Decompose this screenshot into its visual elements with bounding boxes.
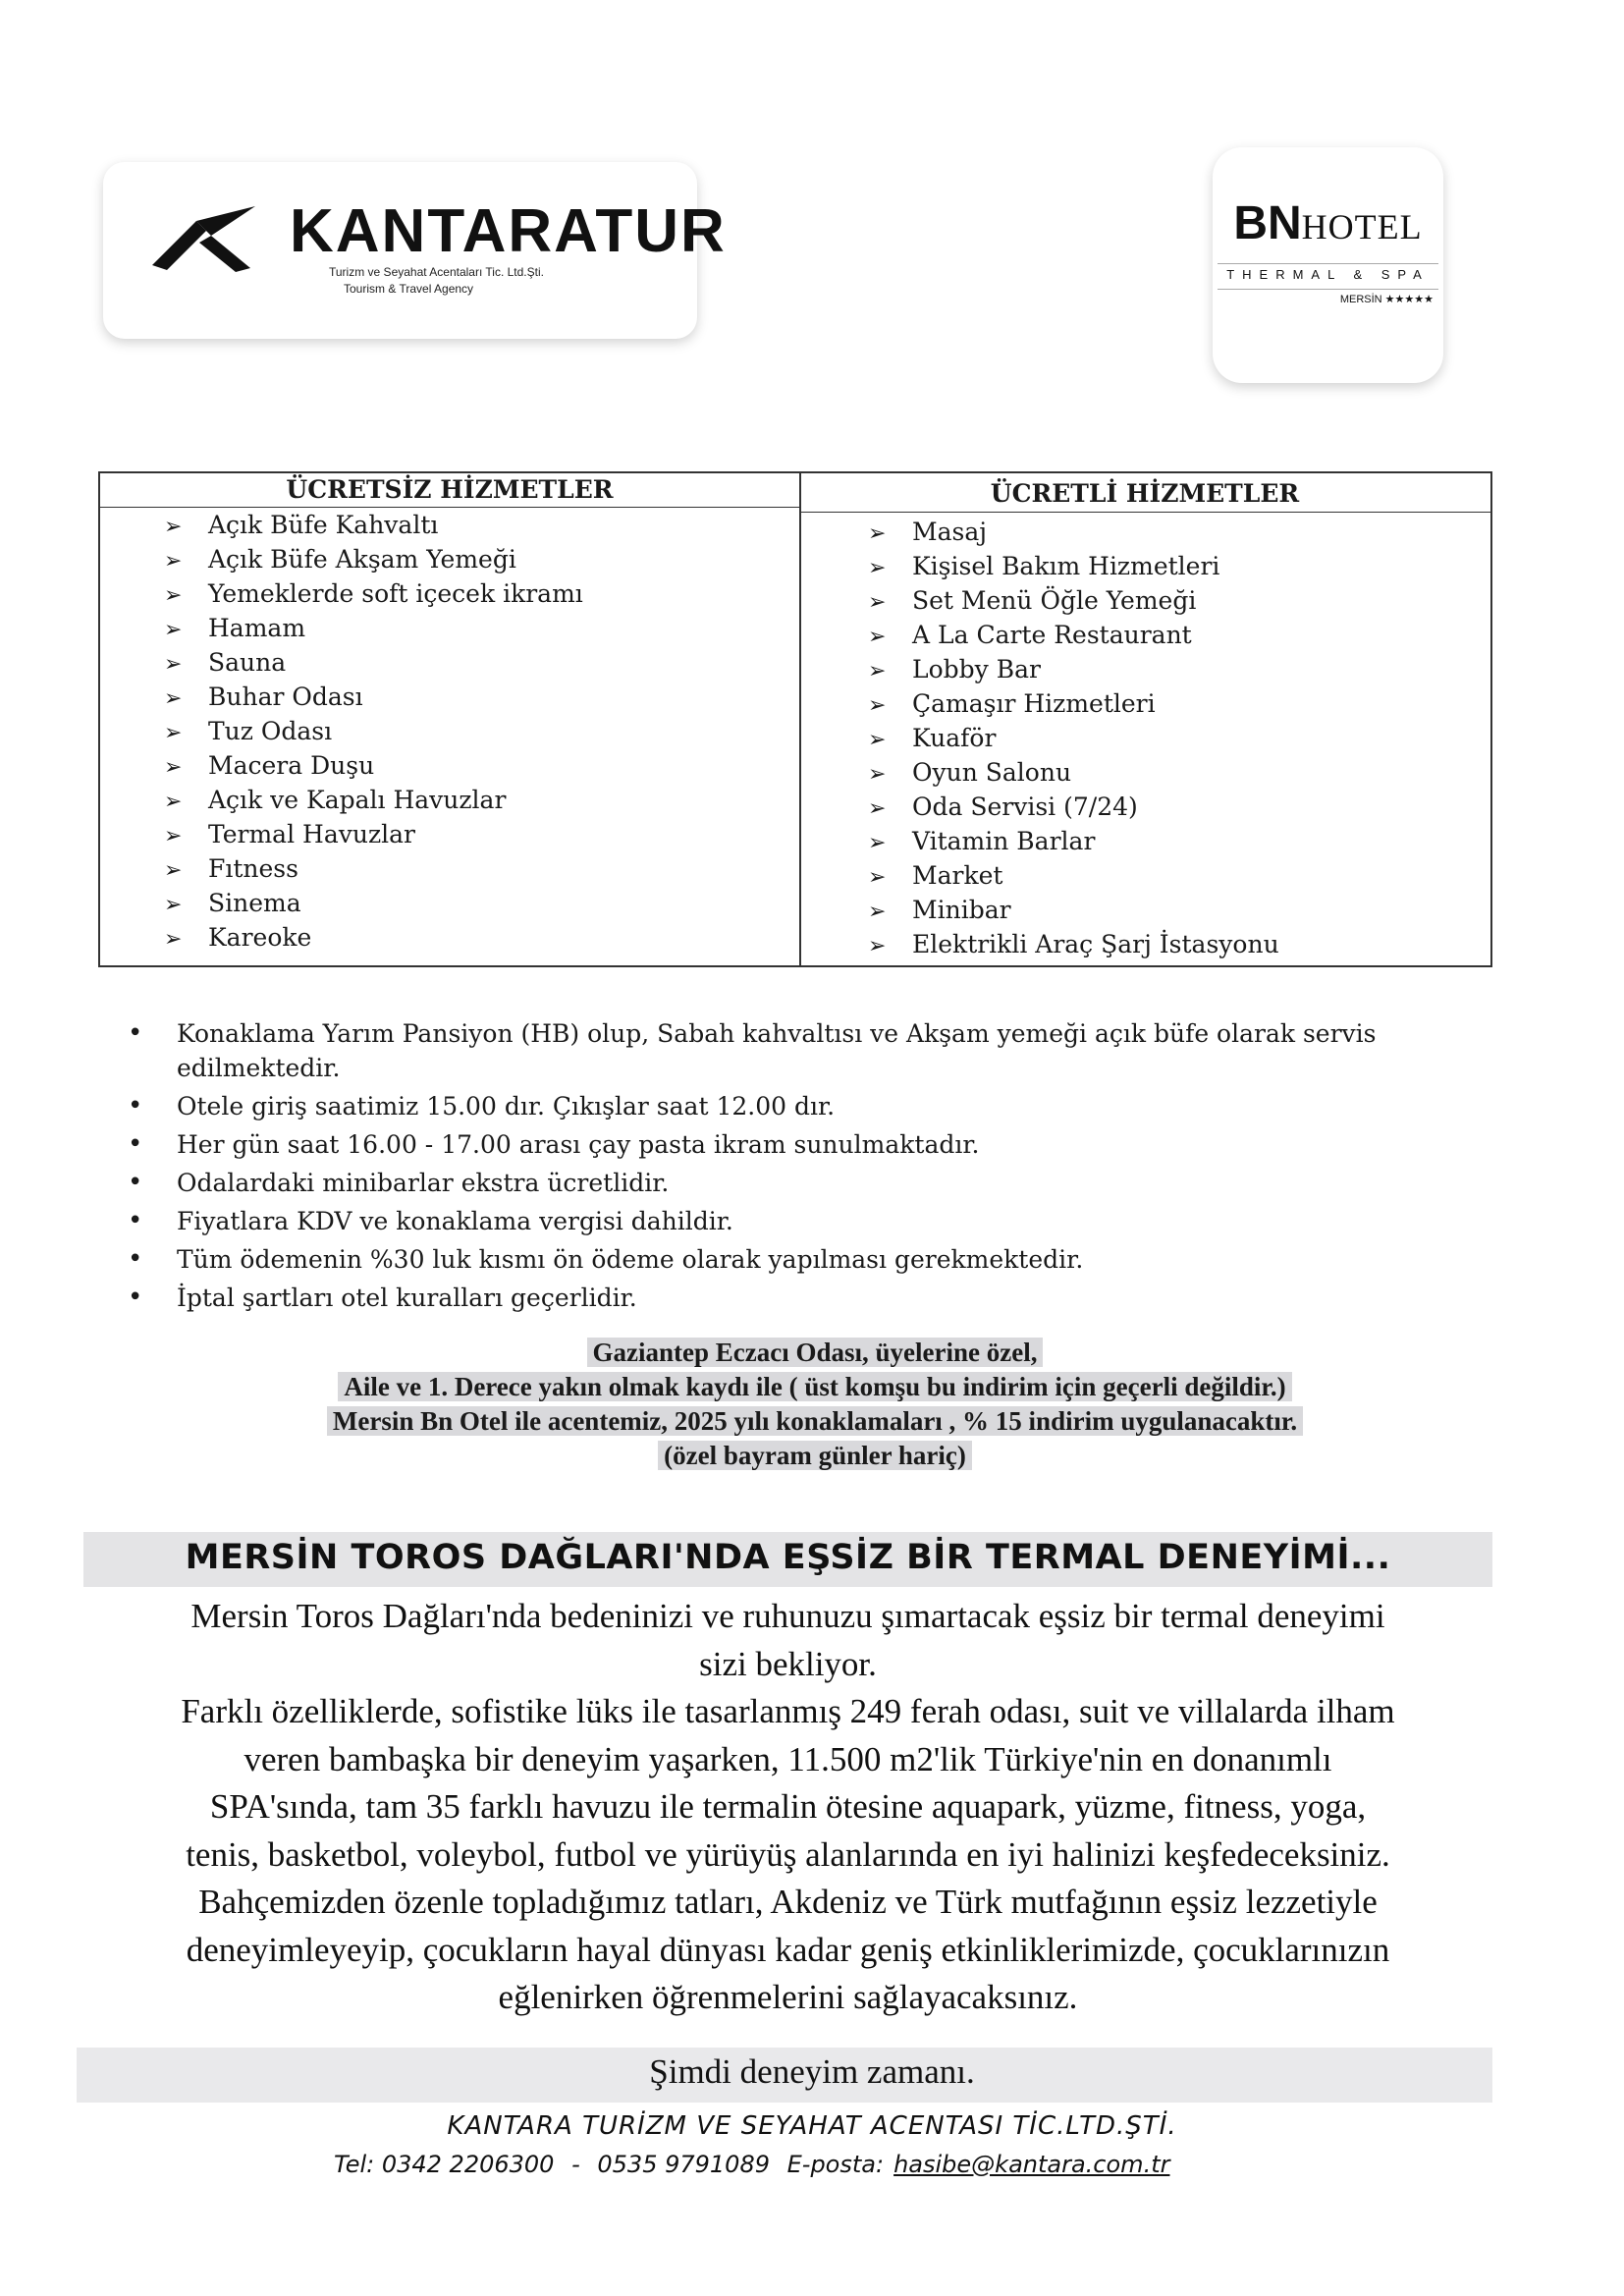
list-item [868, 927, 1279, 961]
description-line: Farklı özelliklerde, sofistike lüks ile tasarlanmış 249 ferah odası, suit ve villalarda ilham [181, 1692, 1395, 1730]
kantaratur-subtitle-en: Tourism & Travel Agency [344, 282, 474, 296]
notes-list [128, 1016, 1434, 1319]
list-item [868, 686, 1279, 721]
arrow-bullet-icon: ➢ [868, 934, 887, 958]
list-item-label: Macera Duşu [208, 751, 375, 780]
note-item: • Odalardaki minibarlar ekstra ücretlidir. [128, 1166, 1434, 1200]
description-line: eğlenirken öğrenmelerini sağlayacaksınız. [498, 1978, 1078, 2016]
arrow-bullet-icon: ➢ [164, 721, 183, 745]
kantaratur-name: KANTARATUR [290, 197, 727, 265]
arrow-bullet-icon: ➢ [164, 618, 183, 642]
divider [1218, 263, 1438, 264]
list-item-label: Açık ve Kapalı Havuzlar [208, 786, 507, 814]
list-item [164, 920, 583, 955]
note-item: • İptal şartları otel kuralları geçerlidir. [128, 1281, 1434, 1315]
arrow-bullet-icon: ➢ [868, 693, 887, 718]
services-table [98, 471, 1492, 967]
list-item [164, 611, 583, 645]
description-line: sizi bekliyor. [699, 1644, 877, 1683]
list-item-label: Masaj [912, 518, 987, 546]
list-item-label: Kareoke [208, 923, 312, 952]
arrow-bullet-icon: ➢ [164, 515, 183, 539]
arrow-bullet-icon: ➢ [868, 659, 887, 683]
arrow-bullet-icon: ➢ [164, 549, 183, 574]
list-item [164, 783, 583, 817]
list-item-label: Oda Servisi (7/24) [912, 793, 1138, 821]
list-item-label: Market [912, 861, 1003, 890]
discount-notice [226, 1336, 1404, 1473]
footer-company: KANTARA TURİZM VE SEYAHAT ACENTASI TİC.LTD.ŞTİ. [447, 2111, 1177, 2141]
list-item [164, 542, 583, 576]
section-heading [83, 1532, 1492, 1587]
footer-phone: Tel: 0342 2206300 [334, 2151, 555, 2178]
paid-services-title: ÜCRETLİ HİZMETLER [799, 479, 1490, 513]
arrow-bullet-icon: ➢ [164, 858, 183, 883]
closing-line: Şimdi deneyim zamanı. [649, 2052, 975, 2091]
list-item-label: Termal Havuzlar [208, 820, 415, 848]
arrow-bullet-icon: ➢ [868, 796, 887, 821]
description-paragraph [83, 1593, 1492, 2022]
list-item-label: Vitamin Barlar [912, 827, 1096, 855]
note-item: • Fiyatlara KDV ve konaklama vergisi dahildir. [128, 1204, 1434, 1238]
footer-email-label: E-posta: [786, 2151, 885, 2178]
list-item [868, 618, 1279, 652]
description-line: SPA'sında, tam 35 farklı havuzu ile termalin ötesine aquapark, yüzme, fitness, yoga, [209, 1787, 1367, 1826]
paid-services-list [868, 515, 1279, 961]
footer-email-link[interactable]: hasibe@kantara.com.tr [893, 2151, 1170, 2178]
arrow-bullet-icon: ➢ [868, 728, 887, 752]
arrow-bullet-icon: ➢ [164, 686, 183, 711]
footer-separator: - [571, 2151, 580, 2178]
bnhotel-logo [1213, 147, 1443, 383]
list-item [164, 886, 583, 920]
list-item-label: Set Menü Öğle Yemeği [912, 586, 1197, 615]
promo-line: Mersin Bn Otel ile acentemiz, 2025 yılı konaklamaları , % 15 indirim uygulanacaktır. [327, 1406, 1303, 1436]
free-services-column [100, 473, 801, 965]
promo-line: Gaziantep Eczacı Odası, üyelerine özel, [587, 1338, 1044, 1367]
list-item [164, 645, 583, 680]
list-item [868, 515, 1279, 549]
list-item-label: Yemeklerde soft içecek ikramı [208, 579, 583, 608]
description-line: veren bambaşka bir deneyim yaşarken, 11.500 m2'lik Türkiye'nin en donanımlı [244, 1739, 1332, 1778]
promo-line: (özel bayram günler hariç) [658, 1441, 972, 1470]
arrow-bullet-icon: ➢ [868, 521, 887, 546]
list-item-label: Kişisel Bakım Hizmetleri [912, 552, 1220, 580]
arrow-bullet-icon: ➢ [868, 900, 887, 924]
arrow-bullet-icon: ➢ [868, 762, 887, 787]
kantaratur-subtitle-tr: Turizm ve Seyahat Acentaları Tic. Ltd.Şti. [329, 265, 544, 279]
note-item: • Tüm ödemenin %30 luk kısmı ön ödeme olarak yapılması gerekmektedir. [128, 1242, 1434, 1277]
description-line: tenis, basketbol, voleybol, futbol ve yürüyüş alanlarında en iyi halinizi keşfedeceksiniz. [186, 1834, 1390, 1874]
kantaratur-logo [103, 162, 727, 339]
list-item [164, 508, 583, 542]
list-item [868, 652, 1279, 686]
list-item-label: Açık Büfe Akşam Yemeği [208, 545, 516, 574]
promo-line: Aile ve 1. Derece yakın olmak kaydı ile ( üst komşu bu indirim için geçerli değildir.) [338, 1372, 1291, 1401]
bnhotel-city: MERSİN ★★★★★ [1339, 294, 1434, 305]
arrow-bullet-icon: ➢ [164, 824, 183, 848]
paid-services-column [799, 473, 1490, 965]
free-services-list [164, 508, 583, 955]
list-item-label: Açık Büfe Kahvaltı [208, 511, 439, 539]
list-item [164, 714, 583, 748]
list-item [868, 721, 1279, 755]
free-services-title: ÜCRETSİZ HİZMETLER [286, 475, 614, 504]
list-item [164, 576, 583, 611]
note-item: • Konaklama Yarım Pansiyon (HB) olup, Sabah kahvaltısı ve Akşam yemeği açık büfe olarak servis edilmektedir. [128, 1016, 1434, 1085]
list-item-label: Minibar [912, 896, 1011, 924]
bnhotel-brand-bold: BN [1233, 197, 1302, 249]
section-heading-text: MERSİN TOROS DAĞLARI'NDA EŞSİZ BİR TERMAL DENEYİMİ... [185, 1538, 1391, 1577]
bnhotel-subtitle: THERMAL & SPA [1226, 267, 1430, 282]
footer-contact [334, 2151, 1316, 2178]
list-item-label: Çamaşır Hizmetleri [912, 689, 1156, 718]
list-item [868, 790, 1279, 824]
list-item [164, 680, 583, 714]
arrow-bullet-icon: ➢ [164, 927, 183, 952]
footer-mobile: 0535 9791089 [597, 2151, 770, 2178]
list-item-label: Oyun Salonu [912, 758, 1072, 787]
note-item: • Her gün saat 16.00 - 17.00 arası çay pasta ikram sunulmaktadır. [128, 1127, 1434, 1162]
list-item [868, 583, 1279, 618]
arrow-bullet-icon: ➢ [164, 652, 183, 677]
arrow-bullet-icon: ➢ [164, 755, 183, 780]
list-item [164, 748, 583, 783]
list-item-label: Tuz Odası [208, 717, 333, 745]
list-item-label: Hamam [208, 614, 306, 642]
divider [1218, 289, 1438, 290]
list-item-label: Buhar Odası [208, 683, 363, 711]
list-item [868, 755, 1279, 790]
arrow-bullet-icon: ➢ [164, 893, 183, 917]
arrow-bullet-icon: ➢ [868, 625, 887, 649]
description-line: Bahçemizden özenle topladığımız tatları, Akdeniz ve Türk mutfağının eşsiz lezzetiyle [198, 1883, 1378, 1921]
bnhotel-brand-light: HOTEL [1301, 207, 1423, 246]
list-item-label: A La Carte Restaurant [912, 621, 1192, 649]
arrow-bullet-icon: ➢ [868, 865, 887, 890]
description-line: deneyimleyeyip, çocukların hayal dünyası kadar geniş etkinliklerimizde, çocuklarınızın [186, 1930, 1390, 1969]
list-item-label: Kuaför [912, 724, 997, 752]
arrow-bullet-icon: ➢ [164, 790, 183, 814]
arrow-bullet-icon: ➢ [868, 556, 887, 580]
description-line: Mersin Toros Dağları'nda bedeninizi ve ruhunuzu şımartacak eşsiz bir termal deneyimi [190, 1597, 1385, 1635]
list-item [868, 893, 1279, 927]
list-item-label: Sauna [208, 648, 287, 677]
list-item-label: Fıtness [208, 854, 298, 883]
list-item-label: Sinema [208, 889, 301, 917]
list-item [164, 851, 583, 886]
list-item [164, 817, 583, 851]
kantaratur-mark-icon [142, 191, 260, 280]
list-item [868, 824, 1279, 858]
arrow-bullet-icon: ➢ [868, 590, 887, 615]
bnhotel-wordmark [1213, 196, 1443, 250]
list-item-label: Lobby Bar [912, 655, 1041, 683]
list-item [868, 549, 1279, 583]
list-item [868, 858, 1279, 893]
note-item: • Otele giriş saatimiz 15.00 dır. Çıkışlar saat 12.00 dır. [128, 1089, 1434, 1123]
arrow-bullet-icon: ➢ [868, 831, 887, 855]
list-item-label: Elektrikli Araç Şarj İstasyonu [912, 930, 1279, 958]
arrow-bullet-icon: ➢ [164, 583, 183, 608]
